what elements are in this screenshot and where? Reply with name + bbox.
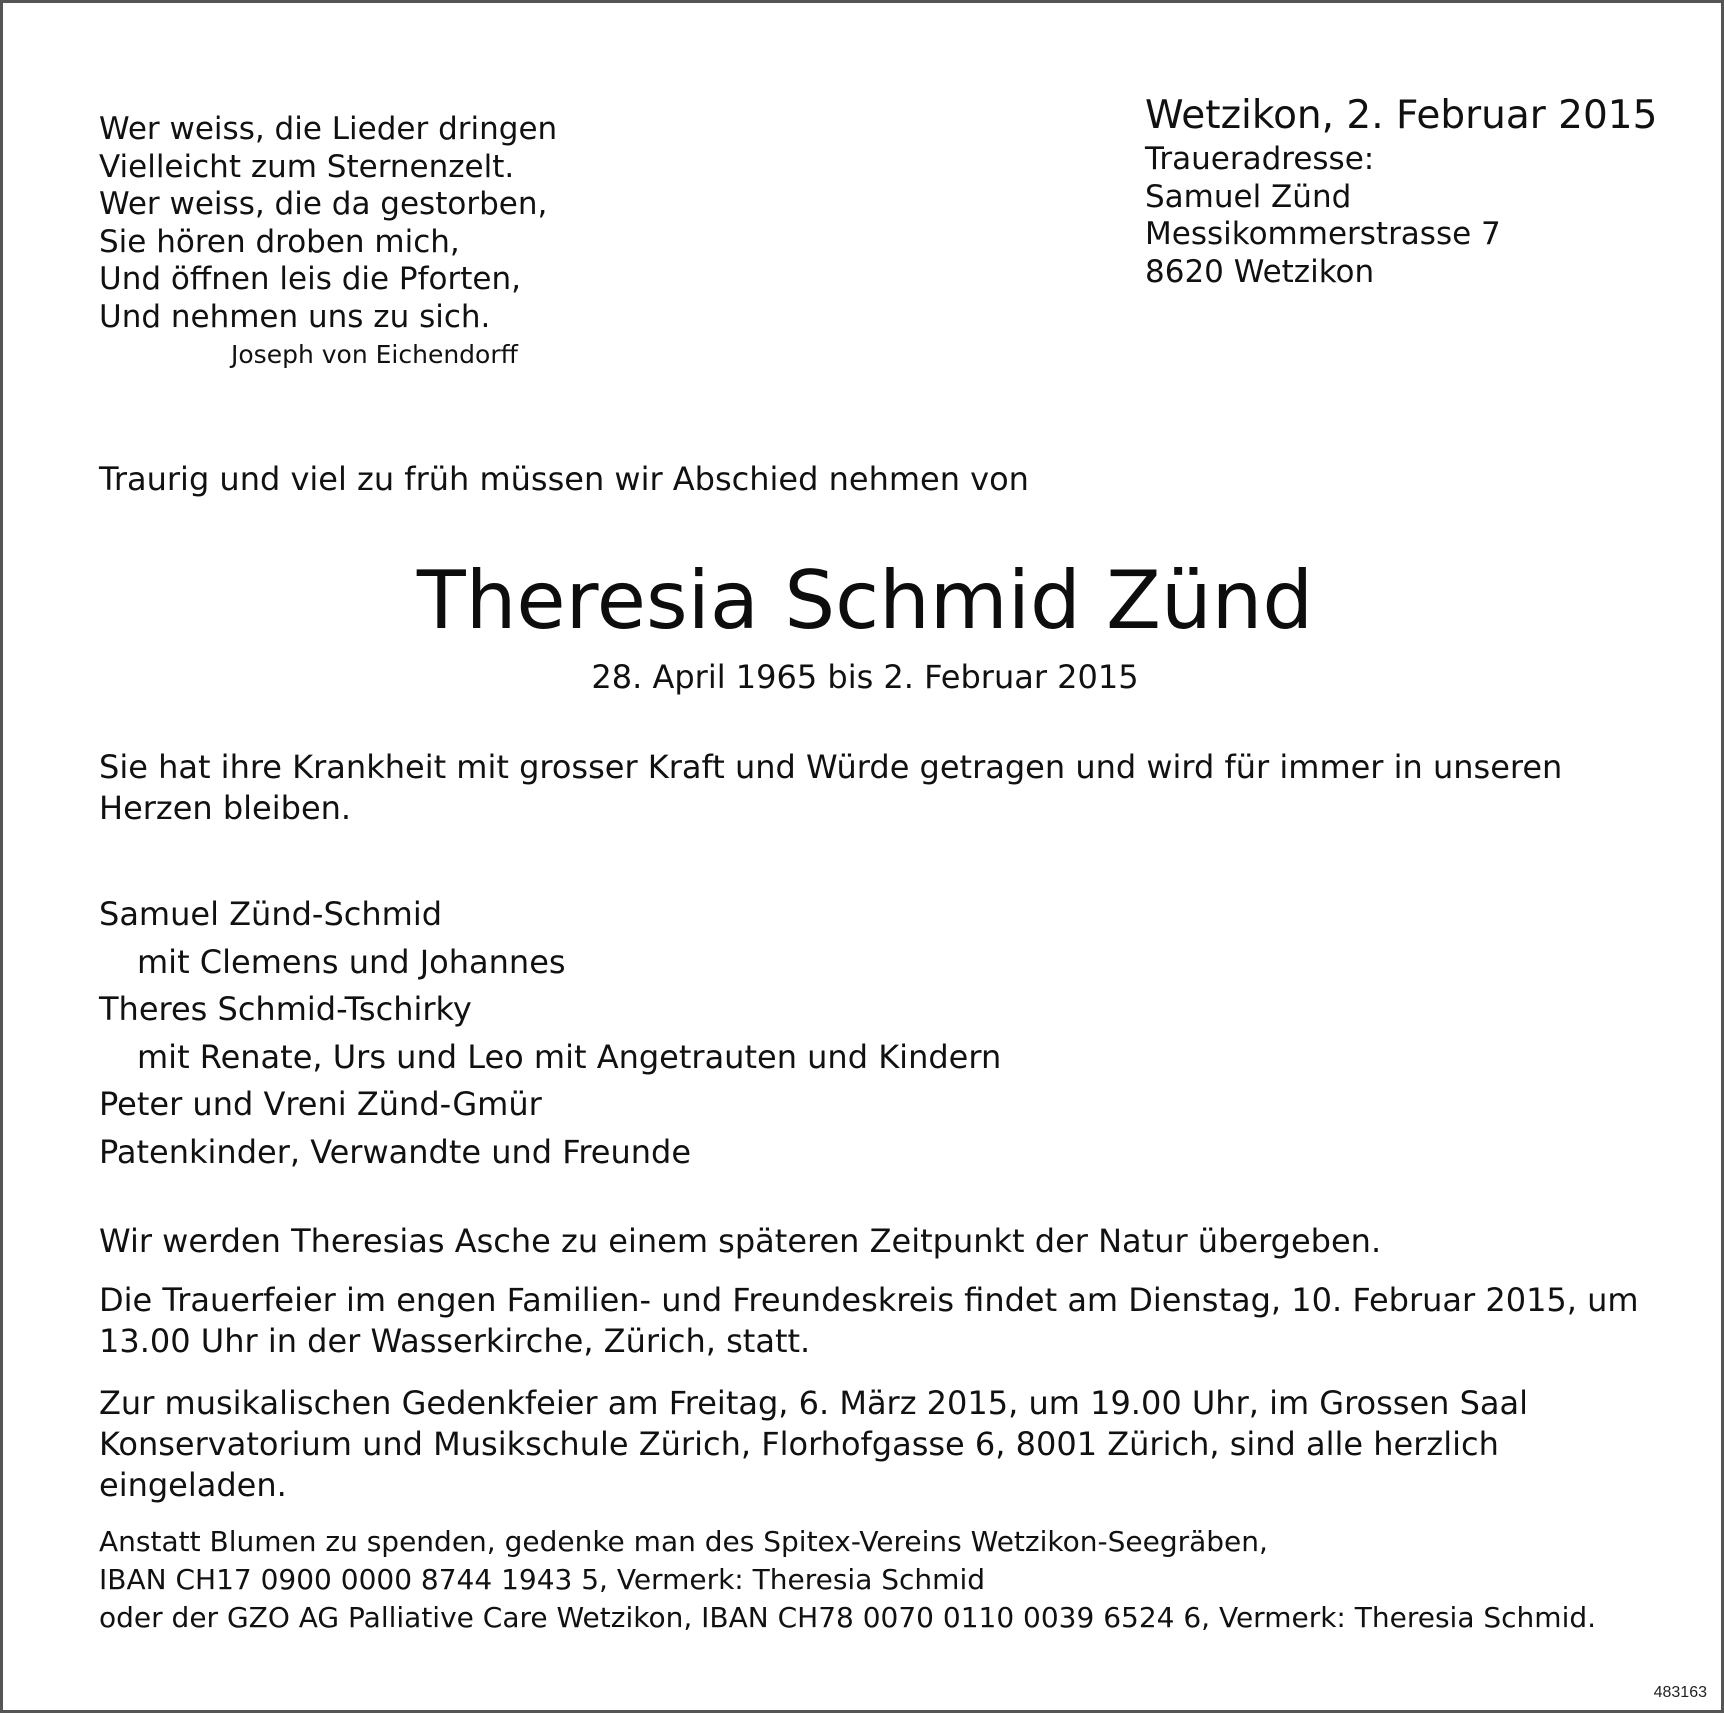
mourner-name: Theres Schmid-Tschirky [99,990,472,1028]
donation-line: oder der GZO AG Palliative Care Wetzikon, IBAN CH78 0070 0110 0039 6524 6, Vermerk: Theresia Schmid. [99,1601,1597,1634]
poem [99,111,557,337]
poem-line: Wer weiss, die da gestorben, [99,186,548,223]
donation-line: IBAN CH17 0900 0000 8744 1943 5, Vermerk: Theresia Schmid [99,1563,986,1596]
donation-note [99,1523,1596,1637]
place-and-date: Wetzikon, 2. Februar 2015 [1145,93,1658,138]
mourner-name: Peter und Vreni Zünd-Gmür [99,1085,542,1123]
mourner-subline: mit Clemens und Johannes [137,942,566,981]
ashes-announcement: Wir werden Theresias Asche zu einem späteren Zeitpunkt der Natur übergeben. [99,1222,1382,1260]
intro-text: Traurig und viel zu früh müssen wir Abschied nehmen von [99,460,1029,498]
mourners-list [99,891,1001,1176]
tribute-text: Sie hat ihre Krankheit mit grosser Kraft und Würde getragen und wird für immer in unseren Herzen bleiben. [99,748,1563,827]
life-dates: 28. April 1965 bis 2. Februar 2015 [591,658,1139,696]
address-street: Messikommerstrasse 7 [1145,216,1501,253]
poem-author: Joseph von Eichendorff [231,340,518,369]
mourning-address [1145,91,1657,291]
deceased-name: Theresia Schmid Zünd [416,554,1314,647]
memorial-announcement: Zur musikalischen Gedenkfeier am Freitag, 6. März 2015, um 19.00 Uhr, im Grossen Saal Konservatorium und Musikschule Zürich, Florhofgasse 6, 8001 Zürich, sind alle herzlich eingeladen. [99,1384,1529,1504]
poem-line: Und öffnen leis die Pforten, [99,261,521,298]
mourner-name: Samuel Zünd-Schmid [99,895,443,933]
poem-line: Wer weiss, die Lieder dringen [99,111,558,147]
ceremony-announcement: Die Trauerfeier im engen Familien- und Freundeskreis findet am Dienstag, 10. Februar 2015, um 13.00 Uhr in der Wasserkirche, Zürich, statt. [99,1281,1639,1360]
address-label: Traueradresse: [1145,141,1375,177]
mourner-subline: mit Renate, Urs und Leo mit Angetrauten und Kindern [137,1037,1002,1076]
address-city: 8620 Wetzikon [1145,253,1375,290]
donation-line: Anstatt Blumen zu spenden, gedenke man des Spitex-Vereins Wetzikon-Seegräben, [99,1525,1268,1558]
reference-number: 483163 [1653,1684,1707,1701]
poem-line: Sie hören droben mich, [99,223,460,260]
poem-line: Vielleicht zum Sternenzelt. [99,148,515,185]
address-name: Samuel Zünd [1145,178,1352,215]
poem-line: Und nehmen uns zu sich. [99,298,491,335]
mourner-name: Patenkinder, Verwandte und Freunde [99,1132,692,1171]
